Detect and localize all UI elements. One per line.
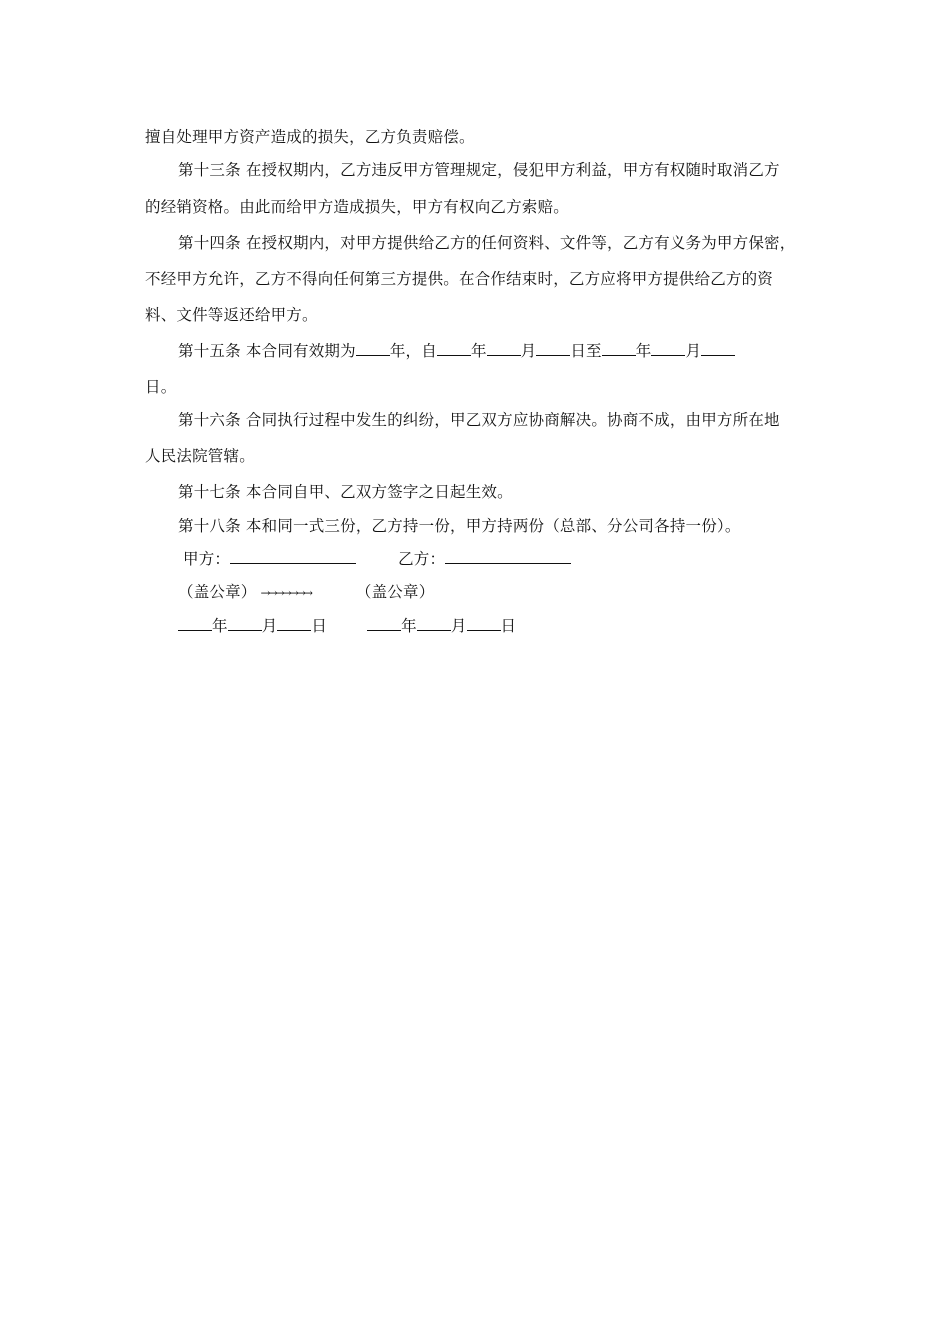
blank-field bbox=[228, 616, 262, 631]
party-a-seal-label: （盖公章） bbox=[178, 583, 257, 601]
blank-field bbox=[701, 341, 735, 356]
start-year-text: 年 bbox=[470, 342, 487, 360]
tab-marks: →→→→→→→ bbox=[260, 586, 310, 600]
end-month-text: 月 bbox=[685, 342, 702, 360]
party-b-label: 乙方： bbox=[398, 550, 446, 568]
article-15-prefix: 第十五条 本合同有效期为 bbox=[178, 342, 356, 360]
blank-field bbox=[367, 616, 401, 631]
paragraph-line: 擅自处理甲方资产造成的损失，乙方负责赔偿。 bbox=[145, 128, 475, 146]
blank-field bbox=[437, 341, 471, 356]
article-18-line: 第十八条 本和同一式三份，乙方持一份，甲方持两份（总部、分公司各持一份）。 bbox=[178, 517, 741, 535]
seal-row bbox=[178, 582, 434, 603]
blank-field bbox=[277, 616, 311, 631]
party-a-label: 甲方： bbox=[183, 550, 231, 568]
start-day-to-text: 日至 bbox=[570, 342, 602, 360]
article-14-line-2: 不经甲方允许，乙方不得向任何第三方提供。在合作结束时，乙方应将甲方提供给乙方的资 bbox=[145, 270, 774, 288]
blank-field bbox=[487, 341, 521, 356]
date-b-day: 日 bbox=[500, 617, 517, 635]
blank-field bbox=[536, 341, 570, 356]
blank-field bbox=[178, 616, 212, 631]
article-16-line-1: 第十六条 合同执行过程中发生的纠纷，甲乙双方应协商解决。协商不成，由甲方所在地 bbox=[178, 411, 780, 429]
party-b-seal-label: （盖公章） bbox=[355, 583, 435, 601]
party-a-signature-field bbox=[230, 549, 356, 564]
article-17-line: 第十七条 本合同自甲、乙双方签字之日起生效。 bbox=[178, 483, 513, 501]
blank-field bbox=[417, 616, 451, 631]
article-14-line-1: 第十四条 在授权期内，对甲方提供给乙方的任何资料、文件等，乙方有义务为甲方保密， bbox=[178, 234, 796, 252]
blank-field bbox=[602, 341, 636, 356]
article-14-line-3: 料、文件等返还给甲方。 bbox=[145, 306, 318, 324]
blank-field bbox=[467, 616, 501, 631]
article-15-line-2: 日。 bbox=[145, 378, 177, 396]
article-15-line-1 bbox=[178, 341, 735, 361]
date-a-year: 年 bbox=[212, 617, 228, 635]
date-a-day: 日 bbox=[311, 617, 328, 635]
date-row bbox=[178, 616, 516, 636]
blank-field bbox=[651, 341, 685, 356]
party-b-signature-field bbox=[445, 549, 571, 564]
date-b-month: 月 bbox=[450, 617, 467, 635]
end-year-text: 年 bbox=[635, 342, 652, 360]
article-13-line-2: 的经销资格。由此而给甲方造成损失，甲方有权向乙方索赔。 bbox=[145, 198, 569, 216]
blank-field bbox=[356, 341, 390, 356]
article-16-line-2: 人民法院管辖。 bbox=[145, 447, 255, 465]
date-b-year: 年 bbox=[401, 617, 417, 635]
date-a-month: 月 bbox=[261, 617, 278, 635]
signature-parties-row bbox=[183, 549, 571, 569]
start-month-text: 月 bbox=[520, 342, 537, 360]
article-13-line-1: 第十三条 在授权期内，乙方违反甲方管理规定，侵犯甲方利益，甲方有权随时取消乙方 bbox=[178, 161, 780, 179]
term-year-text: 年，自 bbox=[389, 342, 437, 360]
